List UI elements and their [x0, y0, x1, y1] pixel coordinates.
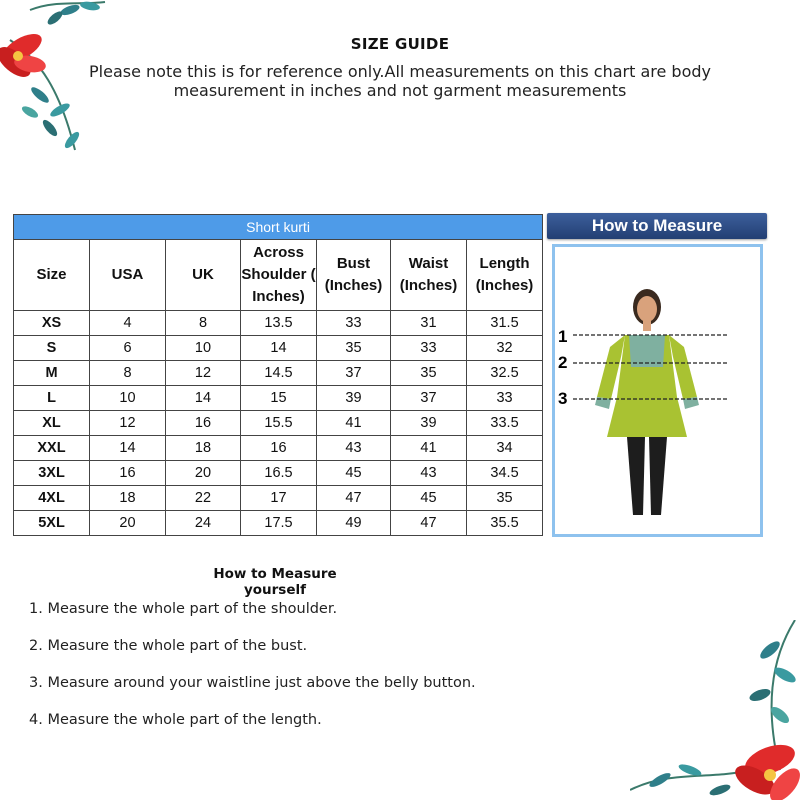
- table-cell: 49: [317, 511, 391, 536]
- table-cell: 4: [90, 311, 166, 336]
- table-cell: 16: [90, 461, 166, 486]
- table-cell: 47: [317, 486, 391, 511]
- table-cell: 12: [90, 411, 166, 436]
- table-row: [14, 511, 543, 536]
- table-cell: 14: [90, 436, 166, 461]
- table-cell: 35: [391, 361, 467, 386]
- table-cell: 24: [166, 511, 241, 536]
- table-cell: 32: [467, 336, 543, 361]
- size-cell: L: [14, 386, 90, 411]
- instructions-title: How to Measure yourself: [213, 566, 337, 598]
- table-cell: 33.5: [467, 411, 543, 436]
- table-cell: 34: [467, 436, 543, 461]
- size-cell: XS: [14, 311, 90, 336]
- table-cell: 13.5: [241, 311, 317, 336]
- table-cell: 43: [317, 436, 391, 461]
- table-cell: 33: [391, 336, 467, 361]
- table-cell: 39: [317, 386, 391, 411]
- size-cell: XL: [14, 411, 90, 436]
- column-header: Waist (Inches): [391, 240, 467, 311]
- table-cell: 14: [241, 336, 317, 361]
- table-cell: 33: [317, 311, 391, 336]
- table-cell: 33: [467, 386, 543, 411]
- list-item: 4. Measure the whole part of the length.: [29, 712, 322, 728]
- waist-marker: 3: [558, 389, 568, 408]
- size-cell: S: [14, 336, 90, 361]
- table-cell: 35.5: [467, 511, 543, 536]
- column-header: Length (Inches): [467, 240, 543, 311]
- table-cell: 8: [166, 311, 241, 336]
- table-cell: 17.5: [241, 511, 317, 536]
- table-cell: 18: [166, 436, 241, 461]
- bust-marker: 2: [558, 353, 568, 372]
- table-cell: 6: [90, 336, 166, 361]
- table-cell: 43: [391, 461, 467, 486]
- column-header: UK: [166, 240, 241, 311]
- table-cell: 45: [391, 486, 467, 511]
- table-cell: 16: [166, 411, 241, 436]
- table-cell: 16.5: [241, 461, 317, 486]
- floral-corner-decoration: [630, 620, 800, 800]
- table-cell: 31: [391, 311, 467, 336]
- table-cell: 35: [467, 486, 543, 511]
- table-cell: 16: [241, 436, 317, 461]
- table-cell: 10: [90, 386, 166, 411]
- column-header: Bust (Inches): [317, 240, 391, 311]
- list-item: 3. Measure around your waistline just above the belly button.: [29, 675, 476, 691]
- table-cell: 20: [166, 461, 241, 486]
- table-row: [14, 336, 543, 361]
- table-row: [14, 411, 543, 436]
- column-header: Across Shoulder ( Inches): [241, 240, 317, 311]
- table-cell: 18: [90, 486, 166, 511]
- table-row: [14, 486, 543, 511]
- table-cell: 31.5: [467, 311, 543, 336]
- table-cell: 47: [391, 511, 467, 536]
- table-row: [14, 386, 543, 411]
- table-cell: 8: [90, 361, 166, 386]
- table-cell: 39: [391, 411, 467, 436]
- table-cell: 34.5: [467, 461, 543, 486]
- model-measurement-illustration: [555, 247, 760, 534]
- instructions-list: [29, 598, 476, 746]
- table-row: [14, 461, 543, 486]
- table-cell: 41: [317, 411, 391, 436]
- table-cell: 41: [391, 436, 467, 461]
- table-cell: 14.5: [241, 361, 317, 386]
- table-cell: 12: [166, 361, 241, 386]
- size-cell: 5XL: [14, 511, 90, 536]
- table-row: [14, 311, 543, 336]
- table-cell: 10: [166, 336, 241, 361]
- list-item: 1. Measure the whole part of the shoulder.: [29, 601, 338, 617]
- table-cell: 20: [90, 511, 166, 536]
- table-row: [14, 361, 543, 386]
- size-cell: XXL: [14, 436, 90, 461]
- reference-note: Please note this is for reference only.All measurements on this chart are body measurement in inches and not garment measurements: [89, 62, 711, 100]
- how-to-measure-header: How to Measure: [547, 213, 767, 239]
- table-cell: 35: [317, 336, 391, 361]
- column-header: USA: [90, 240, 166, 311]
- size-cell: 4XL: [14, 486, 90, 511]
- table-cell: 37: [317, 361, 391, 386]
- list-item: 2. Measure the whole part of the bust.: [29, 638, 308, 654]
- table-cell: 15: [241, 386, 317, 411]
- measurement-figure-frame: [552, 244, 763, 537]
- page-title: SIZE GUIDE: [350, 35, 450, 53]
- shoulder-marker: 1: [558, 327, 568, 346]
- column-header: Size: [14, 240, 90, 311]
- size-cell: M: [14, 361, 90, 386]
- table-cell: 17: [241, 486, 317, 511]
- table-cell: 15.5: [241, 411, 317, 436]
- table-cell: 32.5: [467, 361, 543, 386]
- table-cell: 14: [166, 386, 241, 411]
- table-row: [14, 436, 543, 461]
- table-cell: 22: [166, 486, 241, 511]
- table-caption: Short kurti: [14, 215, 543, 240]
- size-cell: 3XL: [14, 461, 90, 486]
- size-chart-table: [13, 214, 543, 536]
- table-cell: 45: [317, 461, 391, 486]
- table-cell: 37: [391, 386, 467, 411]
